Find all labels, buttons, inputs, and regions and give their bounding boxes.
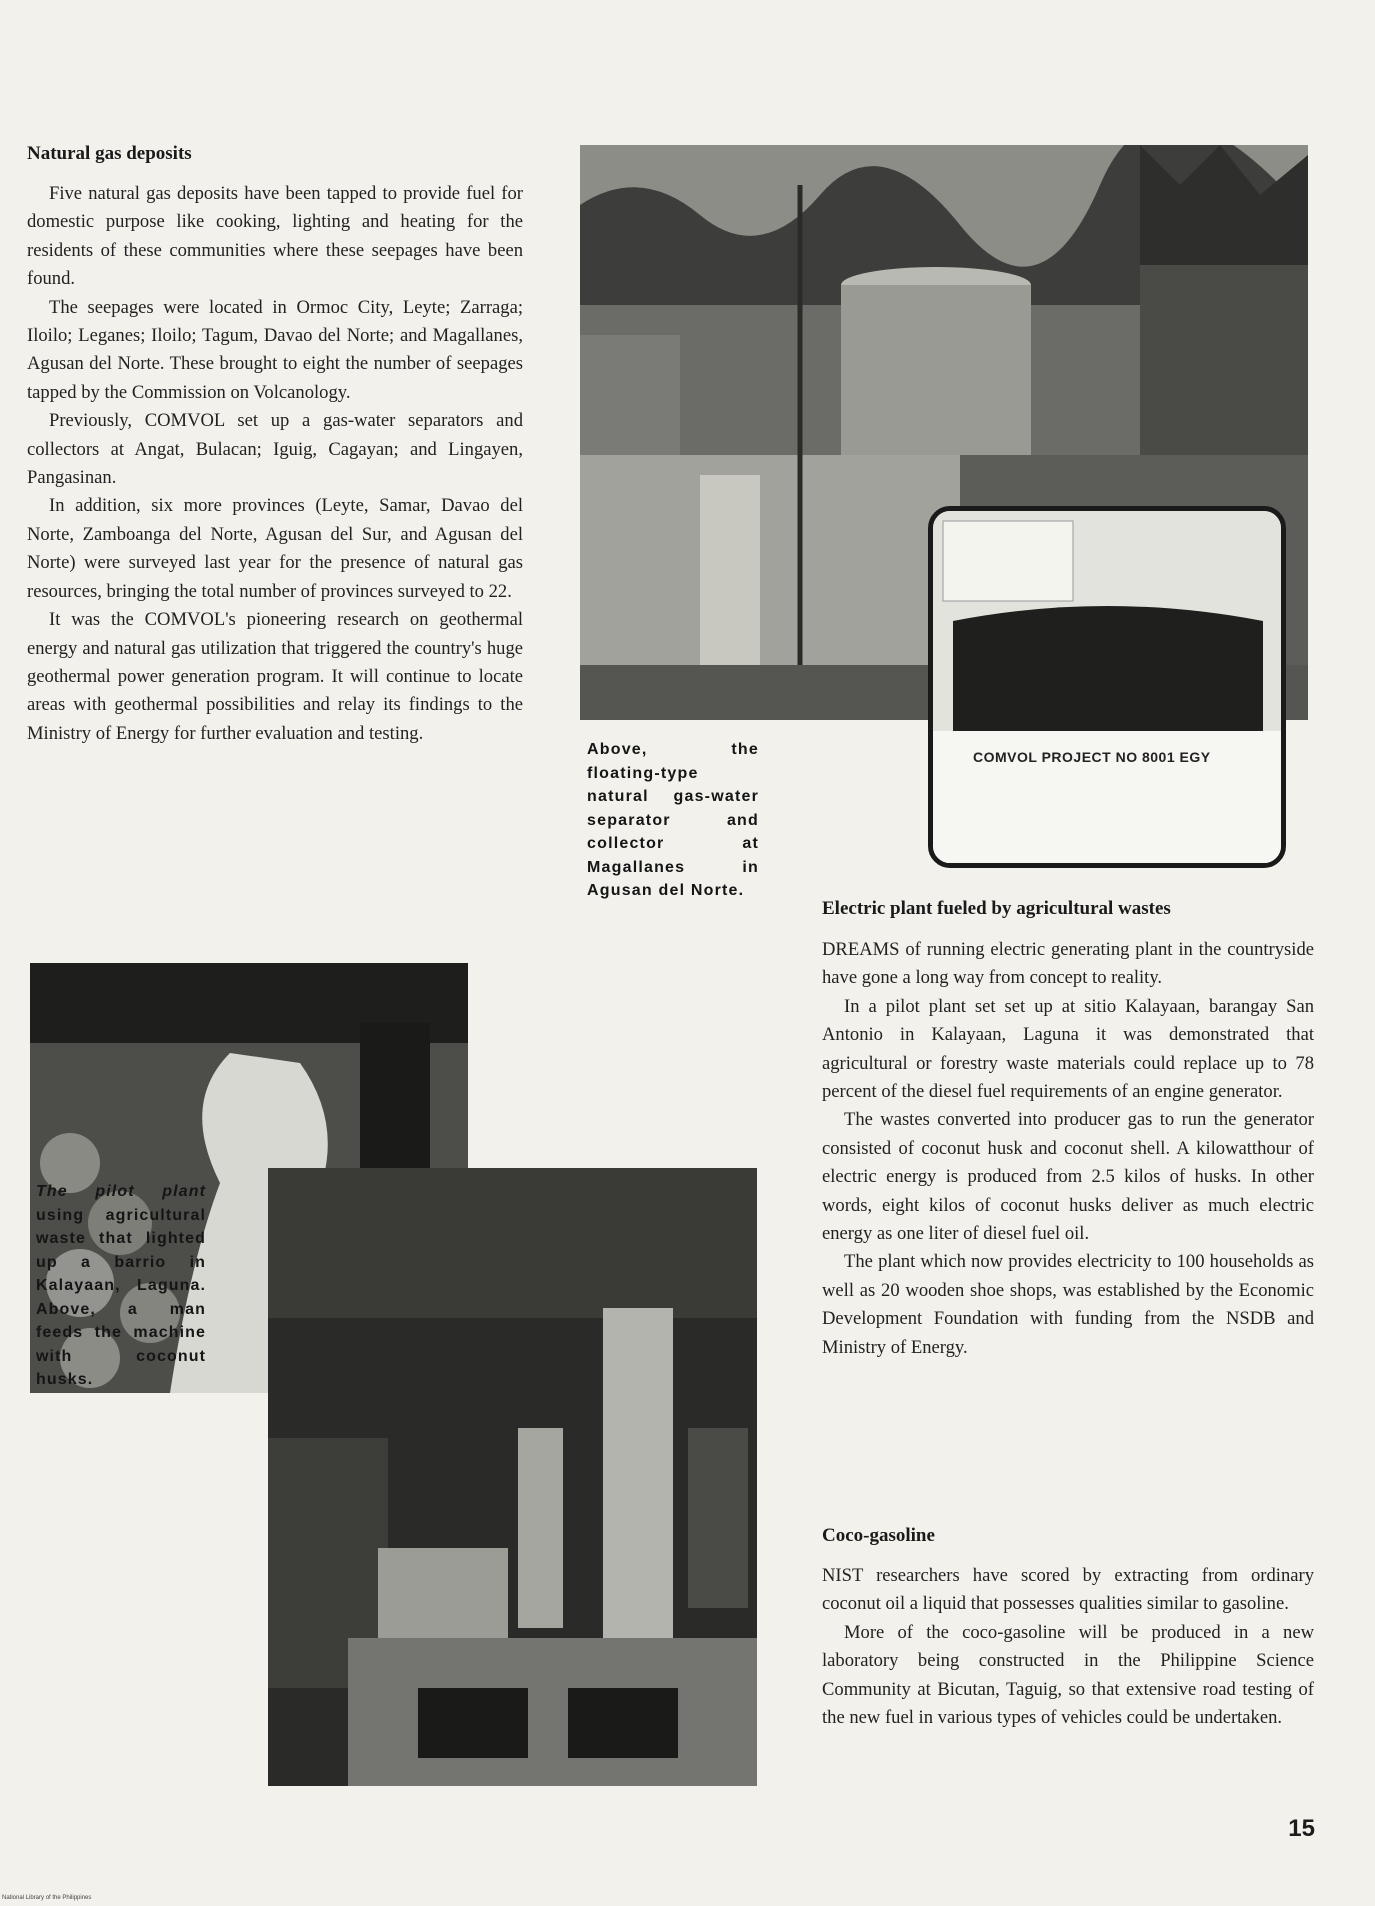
caption-lead: The pilot plant	[36, 1183, 206, 1200]
photo-pilot-plant	[268, 1168, 757, 1786]
footer-note: National Library of the Philippines	[2, 1895, 92, 1901]
paragraph: In a pilot plant set set up at sitio Kalayaan, barangay San Antonio in Kalayaan, Laguna it was demonstrated that agricultural or forestry waste materials could replace up to 78 percent of the diesel fuel requirements of an engine generator.	[822, 995, 1314, 1103]
paragraph: More of the coco-gasoline will be produced in a new laboratory being constructed in the Philippine Science Community at Bicutan, Taguig, so that extensive road testing of the new fuel in various types of vehicles could be undertaken.	[822, 1621, 1314, 1729]
section-heading-electric-plant: Electric plant fueled by agricultural wastes	[822, 898, 1171, 919]
section-heading-coco-gasoline: Coco-gasoline	[822, 1525, 935, 1546]
paragraph: The plant which now provides electricity to 100 households as well as 20 wooden shoe shops, was established by the Economic Development Foundation with funding from the NSDB and Ministry of Energy.	[822, 1251, 1314, 1358]
paragraph: Five natural gas deposits have been tapped to provide fuel for domestic purpose like cooking, lighting and heating for the residents of these communities where these seepages have been found.	[27, 183, 523, 290]
paragraph: In addition, six more provinces (Leyte, Samar, Davao del Norte, Zamboanga del Norte, Agusan del Sur, and Agusan del Norte) were surveyed last year for the presence of natural gas resources, bringing the total number of provinces surveyed to 22.	[27, 495, 523, 602]
inset-sign-text: COMVOL PROJECT NO 8001 EGY	[973, 749, 1211, 765]
caption-pilot-plant	[36, 1180, 206, 1392]
paragraph: The wastes converted into producer gas to run the generator consisted of coconut husk and coconut shell. A kilowatthour of electric energy is produced from 2.5 kilos of husks. In other words, eight kilos of coconut husks deliver as much electric energy as one liter of diesel fuel oil.	[822, 1109, 1314, 1245]
photo-comvol-inset	[928, 506, 1286, 868]
coco-gasoline-body	[822, 1562, 1314, 1732]
electric-plant-body	[822, 936, 1314, 1362]
paragraph: DREAMS of running electric generating plant in the countryside have gone a long way from concept to reality.	[822, 939, 1314, 989]
paragraph: The seepages were located in Ormoc City, Leyte; Zarraga; Iloilo; Leganes; Iloilo; Tagum, Davao del Norte; and Magallanes, Agusan del Norte. These brought to eight the number of seepages tapped by the Commission on Volcanology.	[27, 296, 523, 403]
section-heading-natural-gas: Natural gas deposits	[27, 143, 192, 164]
caption-separator: Above, the floating-type natural gas-water separator and collector at Magallanes in Agusan del Norte.	[587, 741, 759, 899]
paragraph: It was the COMVOL's pioneering research on geothermal energy and natural gas utilization that triggered the country's huge geothermal power generation program. It will continue to locate areas with geothermal possibilities and relay its findings to the Ministry of Energy for further evaluation and testing.	[27, 609, 523, 744]
caption-rest: using agricultural waste that lighted up a barrio in Kalayaan, Laguna. Above, a man feeds the machine with coconut husks.	[36, 1206, 206, 1388]
page-number: 15	[1288, 1815, 1315, 1842]
paragraph: Previously, COMVOL set up a gas-water separators and collectors at Angat, Bulacan; Iguig, Cagayan; and Lingayen, Pangasinan.	[27, 410, 523, 489]
paragraph: NIST researchers have scored by extracting from ordinary coconut oil a liquid that possesses qualities similar to gasoline.	[822, 1565, 1314, 1615]
natural-gas-body	[27, 180, 523, 748]
